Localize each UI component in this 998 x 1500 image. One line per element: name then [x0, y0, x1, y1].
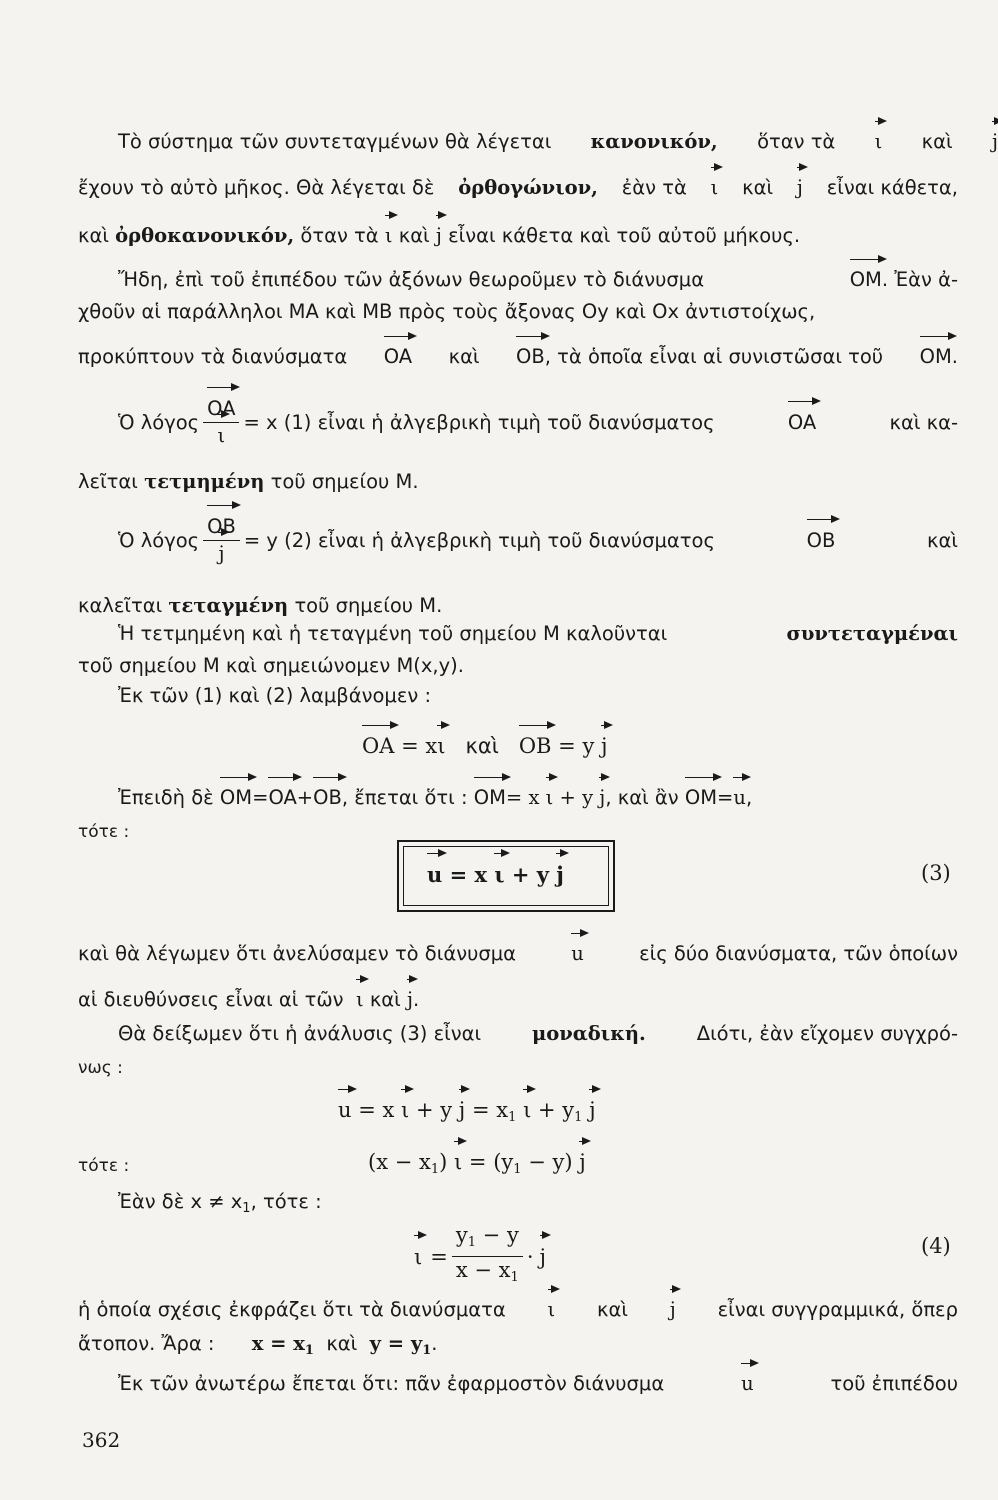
text-line: ἄτοπον. Ἄρα : $x = x_1$ καὶ $y = y_1$.	[78, 1332, 438, 1358]
vector-i: ι	[547, 1298, 556, 1321]
vector-i: ι	[874, 130, 883, 153]
vector-i: ι	[523, 1098, 532, 1122]
vector-u: u	[741, 1372, 754, 1395]
vector-j: j	[599, 786, 606, 809]
text-line: καλεῖται τεταγμένη τοῦ σημείου M.	[78, 594, 443, 617]
fraction-OA-over-i	[203, 396, 239, 449]
text-line: Ἐκ τῶν ἀνωτέρω ἔπεται ὅτι: πᾶν ἐφαρμοστὸν διάνυσμα u τοῦ ἐπιπέδου	[118, 1372, 958, 1395]
vector-i: ι	[401, 1098, 410, 1122]
text-line: καὶ ὀρθοκανονικόν, ὅταν τὰ ι καὶ j εἶναι κάθετα καὶ τοῦ αὐτοῦ μήκους.	[78, 224, 801, 247]
text-line: τότε :	[78, 1156, 130, 1176]
vector-j: j	[796, 176, 803, 199]
text-line: τοῦ σημείου M καὶ σημειώνομεν M(x,y).	[78, 654, 464, 677]
vector-i: ι	[384, 224, 393, 247]
equation-collinear: ι = $\frac{y_1 - y}{x - x_1}$ · j	[414, 1222, 546, 1291]
vector-OA: OA	[787, 410, 817, 434]
equation-number: (4)	[921, 1234, 951, 1258]
text-line: Τὸ σύστημα τῶν συντεταγμένων θὰ λέγεται κανονικόν, ὅταν τὰ ι καὶ j	[118, 130, 998, 153]
text-line: Ἤδη, ἐπὶ τοῦ ἐπιπέδου τῶν ἀξόνων θεωροῦμεν τὸ διάνυσμα OM. Ἐὰν ἀ-	[118, 268, 958, 291]
vector-OA: OA	[362, 734, 395, 758]
vector-OA: OA	[268, 786, 297, 809]
text-line: τότε :	[78, 822, 130, 842]
vector-i: ι	[710, 176, 719, 199]
vector-i: ι	[355, 988, 364, 1011]
text-line: Ἐπειδὴ δὲ OM=OA+OB, ἔπεται ὅτι : OM= x ι + y j, καὶ ἂν OM=u,	[118, 786, 753, 809]
equation-difference: $(x - x_1)$ $\iota = (y_1 - y)$ j	[368, 1150, 586, 1177]
vector-i: ι	[545, 786, 554, 809]
boxed-equation: u = x ι + y j	[397, 840, 615, 912]
vector-j: j	[218, 542, 225, 565]
vector-u: u	[733, 786, 746, 809]
text-line: Ἐὰν δὲ $x \ne x_1$, τότε :	[118, 1190, 322, 1216]
vector-OB: OB	[516, 345, 545, 368]
vector-u: u	[427, 862, 443, 887]
vector-OB: OB	[806, 528, 836, 552]
page-number: 362	[82, 1428, 121, 1452]
text-line: προκύπτουν τὰ διανύσματα OA καὶ OB, τὰ ὁποῖα εἶναι αἱ συνιστῶσαι τοῦ OM.	[78, 345, 958, 368]
text-line: Θὰ δείξωμεν ὅτι ἡ ἀνάλυσις (3) εἶναι μοναδική. Διότι, ἐὰν εἴχομεν συγχρό-	[118, 1022, 958, 1045]
vector-OM: OM	[684, 786, 718, 809]
vector-OA: OA	[383, 345, 413, 368]
vector-OM: OM	[849, 268, 882, 291]
text-line: Ἡ τετμημένη καὶ ἡ τεταγμένη τοῦ σημείου M καλοῦνται συντεταγμέναι	[118, 622, 958, 645]
text-line: αἱ διευθύνσεις εἶναι αἱ τῶν ι καὶ j.	[78, 988, 420, 1011]
text-line: ἔχουν τὸ αὐτὸ μῆκος. Θὰ λέγεται δὲ ὀρθογώνιον, ἐὰν τὰ ι καὶ j εἶναι κάθετα,	[78, 176, 958, 199]
text-line: καὶ θὰ λέγωμεν ὅτι ἀνελύσαμεν τὸ διάνυσμα u εἰς δύο διανύσματα, τῶν ὁποίων	[78, 942, 958, 965]
vector-u: u	[338, 1098, 352, 1122]
equation-components: OA = xι καὶ OB = y j	[362, 734, 608, 758]
vector-j: j	[539, 1244, 547, 1269]
vector-j: j	[579, 1150, 586, 1174]
vector-j: j	[589, 1098, 596, 1122]
vector-j: j	[406, 988, 414, 1011]
fraction-OB-over-j	[203, 514, 240, 567]
vector-OB: OB	[518, 734, 552, 758]
vector-OA: OA	[207, 397, 236, 420]
vector-i: ι	[494, 862, 505, 887]
vector-OM: OM	[219, 786, 253, 809]
text-line: Ὁ λόγος $\frac{OB}{j}$ = y (2) εἶναι ἡ ἀλγεβρικὴ τιμὴ τοῦ διανύσματος OB καὶ	[118, 515, 958, 565]
vector-j: j	[669, 1298, 676, 1321]
text-line: νως :	[78, 1058, 123, 1078]
vector-i: ι	[217, 424, 226, 447]
text-line: χθοῦν αἱ παράλληλοι MA καὶ MB πρὸς τοὺς ἄξονας Oy καὶ Ox ἀντιστοίχως,	[78, 300, 816, 323]
equation-number: (3)	[921, 861, 951, 885]
vector-i: ι	[437, 734, 446, 758]
text-line: Ἐκ τῶν (1) καὶ (2) λαμβάνομεν :	[118, 684, 432, 707]
vector-j: j	[601, 734, 608, 758]
text-line: λεῖται τετμημένη τοῦ σημείου M.	[78, 470, 419, 493]
vector-u: u	[571, 942, 584, 965]
vector-j: j	[435, 224, 442, 247]
text-line: ἡ ὁποία σχέσις ἐκφράζει ὅτι τὰ διανύσματα ι καὶ j εἶναι συγγραμμικά, ὅπερ	[78, 1298, 958, 1321]
vector-i: ι	[454, 1150, 463, 1174]
equation-uniqueness: u = x ι + y $j = x_1$ $\iota + y_1$ j	[338, 1098, 596, 1125]
vector-i: ι	[414, 1244, 423, 1269]
vector-OM: OM	[473, 786, 506, 809]
vector-j: j	[991, 130, 998, 153]
fraction: $\frac{y_1 - y}{x - x_1}$	[452, 1222, 523, 1291]
vector-j: j	[458, 1098, 466, 1122]
vector-j: j	[556, 862, 564, 887]
vector-OB: OB	[313, 786, 342, 809]
vector-OM: OM	[919, 345, 952, 368]
vector-OB: OB	[207, 515, 236, 538]
text-line: Ὁ λόγος $\frac{OA}{\iota}$ = x (1) εἶναι ἡ ἀλγεβρικὴ τιμὴ τοῦ διανύσματος OA καὶ κα-	[118, 397, 958, 447]
